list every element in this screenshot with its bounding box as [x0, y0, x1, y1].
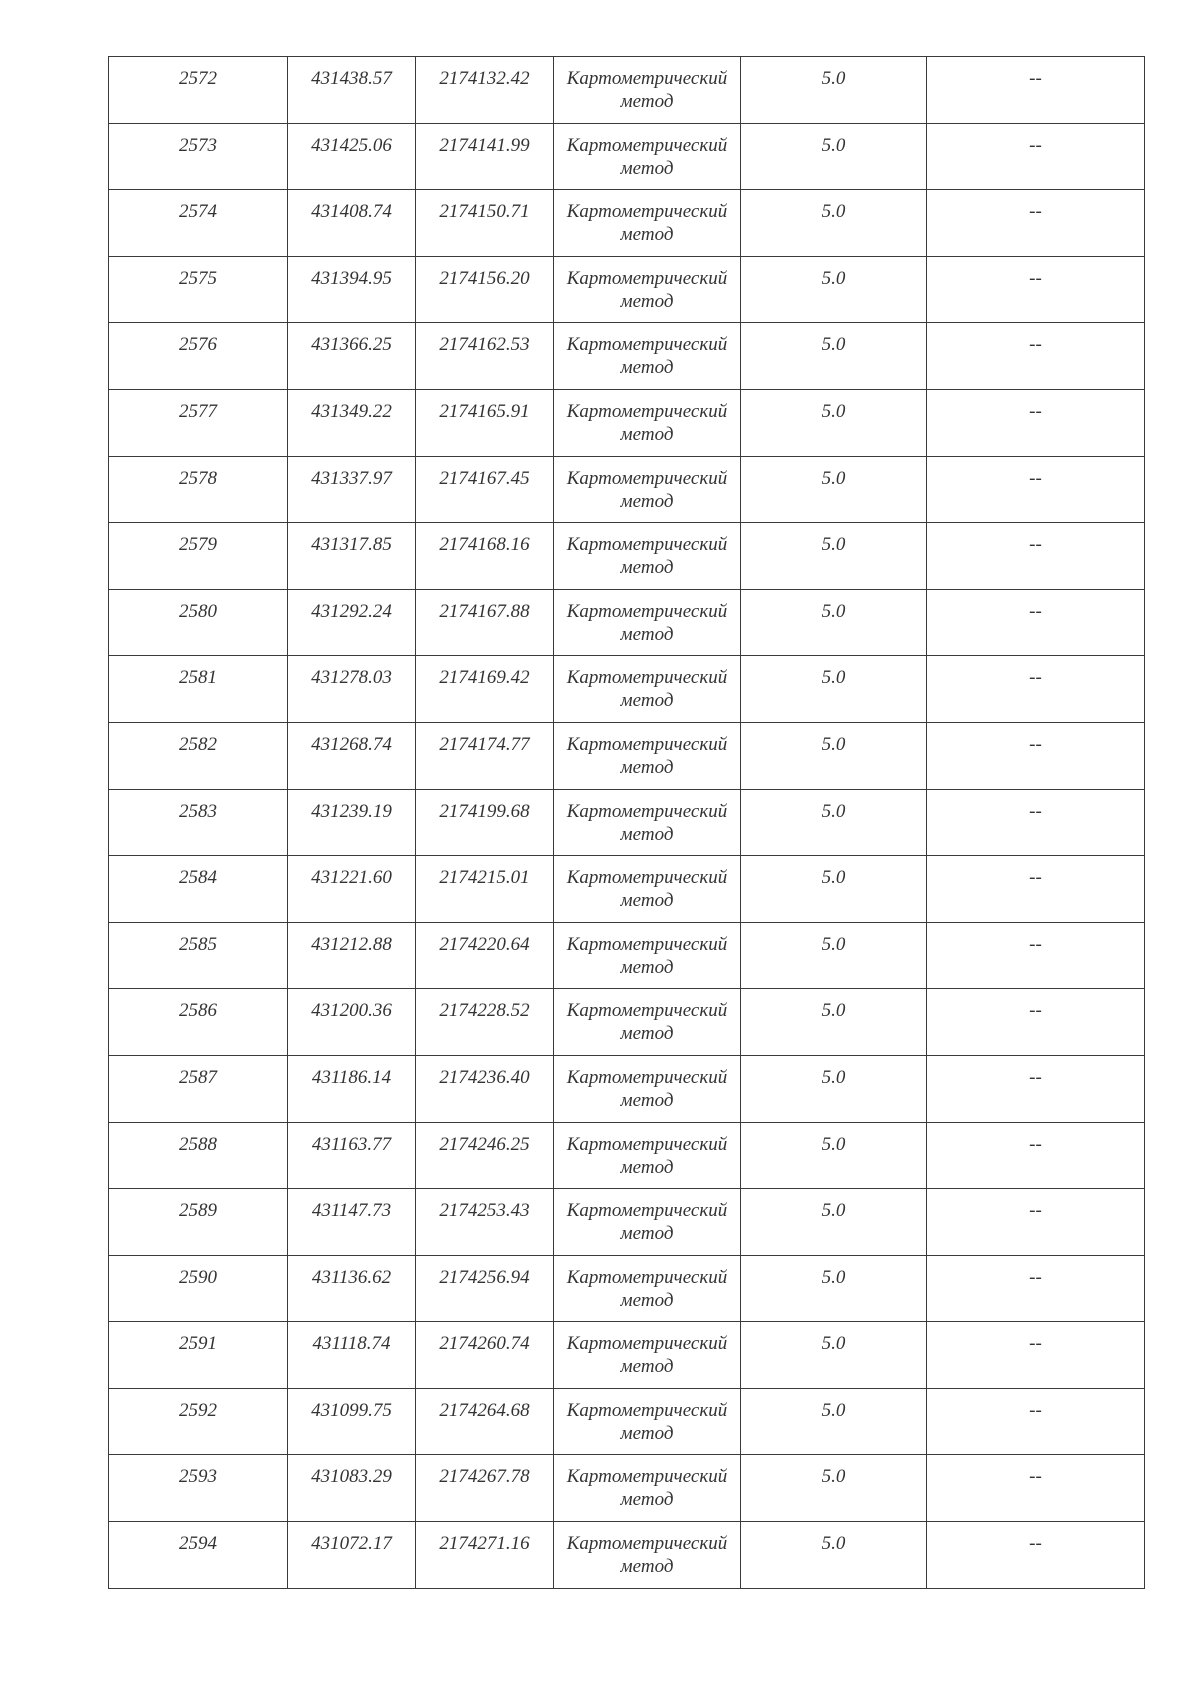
y-coordinate-cell: 2174228.52	[416, 989, 554, 1056]
accuracy-cell: 5.0	[741, 856, 927, 923]
method-line-2: метод	[620, 290, 674, 312]
accuracy-cell: 5.0	[741, 1388, 927, 1455]
method-line-2: метод	[620, 956, 674, 978]
y-coordinate-cell: 2174168.16	[416, 523, 554, 590]
y-coordinate-cell: 2174267.78	[416, 1455, 554, 1522]
note-cell: --	[927, 1055, 1145, 1122]
table-row	[109, 922, 1145, 989]
method-cell	[554, 989, 741, 1056]
method-cell	[554, 856, 741, 923]
accuracy-cell: 5.0	[741, 1255, 927, 1322]
point-number-cell: 2580	[109, 589, 288, 656]
method-cell	[554, 456, 741, 523]
method-line-1: Картометрический	[566, 1200, 728, 1222]
x-coordinate-cell: 431136.62	[288, 1255, 416, 1322]
x-coordinate-cell: 431118.74	[288, 1322, 416, 1389]
method-line-1: Картометрический	[566, 1000, 728, 1022]
coordinates-table-body	[109, 57, 1145, 1589]
x-coordinate-cell: 431221.60	[288, 856, 416, 923]
method-line-2: метод	[620, 1089, 674, 1111]
table-row	[109, 190, 1145, 257]
y-coordinate-cell: 2174246.25	[416, 1122, 554, 1189]
x-coordinate-cell: 431239.19	[288, 789, 416, 856]
accuracy-cell: 5.0	[741, 1055, 927, 1122]
method-cell	[554, 1455, 741, 1522]
x-coordinate-cell: 431317.85	[288, 523, 416, 590]
point-number-cell: 2583	[109, 789, 288, 856]
accuracy-cell: 5.0	[741, 656, 927, 723]
method-cell	[554, 190, 741, 257]
method-line-1: Картометрический	[566, 68, 728, 89]
note-cell: --	[927, 722, 1145, 789]
method-line-2: метод	[620, 224, 674, 246]
method-line-2: метод	[620, 157, 674, 179]
table-row	[109, 1388, 1145, 1455]
method-line-2: метод	[620, 1156, 674, 1178]
method-line-1: Картометрический	[566, 400, 728, 422]
accuracy-cell: 5.0	[741, 1322, 927, 1389]
method-line-2: метод	[620, 423, 674, 445]
table-row	[109, 989, 1145, 1056]
method-line-2: метод	[620, 557, 674, 579]
method-cell	[554, 123, 741, 190]
point-number-cell: 2586	[109, 989, 288, 1056]
accuracy-cell: 5.0	[741, 789, 927, 856]
point-number-cell: 2576	[109, 323, 288, 390]
y-coordinate-cell: 2174199.68	[416, 789, 554, 856]
note-cell: --	[927, 856, 1145, 923]
accuracy-cell: 5.0	[741, 989, 927, 1056]
method-line-1: Картометрический	[566, 1466, 728, 1488]
accuracy-cell: 5.0	[741, 589, 927, 656]
point-number-cell: 2588	[109, 1122, 288, 1189]
y-coordinate-cell: 2174150.71	[416, 190, 554, 257]
y-coordinate-cell: 2174132.42	[416, 57, 554, 124]
method-line-1: Картометрический	[566, 201, 728, 223]
table-row	[109, 1189, 1145, 1256]
method-line-2: метод	[620, 1289, 674, 1311]
method-line-1: Картометрический	[566, 733, 728, 755]
method-cell	[554, 1122, 741, 1189]
method-line-2: метод	[620, 1556, 674, 1578]
accuracy-cell: 5.0	[741, 1455, 927, 1522]
y-coordinate-cell: 2174215.01	[416, 856, 554, 923]
method-cell	[554, 1522, 741, 1589]
method-cell	[554, 57, 741, 124]
method-line-1: Картометрический	[566, 600, 728, 622]
x-coordinate-cell: 431337.97	[288, 456, 416, 523]
point-number-cell: 2572	[109, 57, 288, 124]
y-coordinate-cell: 2174264.68	[416, 1388, 554, 1455]
coordinates-table	[108, 56, 1145, 1589]
note-cell: --	[927, 1388, 1145, 1455]
method-line-1: Картометрический	[566, 1266, 728, 1288]
table-row	[109, 656, 1145, 723]
method-line-1: Картометрический	[566, 867, 728, 889]
y-coordinate-cell: 2174260.74	[416, 1322, 554, 1389]
y-coordinate-cell: 2174167.88	[416, 589, 554, 656]
y-coordinate-cell: 2174220.64	[416, 922, 554, 989]
method-cell	[554, 1255, 741, 1322]
table-row	[109, 523, 1145, 590]
method-line-1: Картометрический	[566, 334, 728, 356]
note-cell: --	[927, 190, 1145, 257]
point-number-cell: 2574	[109, 190, 288, 257]
y-coordinate-cell: 2174256.94	[416, 1255, 554, 1322]
x-coordinate-cell: 431212.88	[288, 922, 416, 989]
method-line-1: Картометрический	[566, 800, 728, 822]
accuracy-cell: 5.0	[741, 456, 927, 523]
note-cell: --	[927, 789, 1145, 856]
method-cell	[554, 1189, 741, 1256]
point-number-cell: 2594	[109, 1522, 288, 1589]
table-row	[109, 1122, 1145, 1189]
note-cell: --	[927, 1322, 1145, 1389]
x-coordinate-cell: 431186.14	[288, 1055, 416, 1122]
note-cell: --	[927, 57, 1145, 124]
x-coordinate-cell: 431292.24	[288, 589, 416, 656]
method-line-2: метод	[620, 1023, 674, 1045]
table-row	[109, 456, 1145, 523]
method-line-2: метод	[620, 357, 674, 379]
note-cell: --	[927, 323, 1145, 390]
y-coordinate-cell: 2174174.77	[416, 722, 554, 789]
accuracy-cell: 5.0	[741, 123, 927, 190]
table-row	[109, 789, 1145, 856]
method-line-1: Картометрический	[566, 134, 728, 156]
point-number-cell: 2589	[109, 1189, 288, 1256]
table-row	[109, 1455, 1145, 1522]
note-cell: --	[927, 922, 1145, 989]
method-cell	[554, 1055, 741, 1122]
x-coordinate-cell: 431147.73	[288, 1189, 416, 1256]
note-cell: --	[927, 1122, 1145, 1189]
y-coordinate-cell: 2174167.45	[416, 456, 554, 523]
table-row	[109, 1055, 1145, 1122]
method-cell	[554, 656, 741, 723]
x-coordinate-cell: 431072.17	[288, 1522, 416, 1589]
x-coordinate-cell: 431408.74	[288, 190, 416, 257]
method-line-2: метод	[620, 1489, 674, 1511]
method-line-2: метод	[620, 91, 674, 112]
point-number-cell: 2591	[109, 1322, 288, 1389]
note-cell: --	[927, 1522, 1145, 1589]
x-coordinate-cell: 431438.57	[288, 57, 416, 124]
method-line-1: Картометрический	[566, 1333, 728, 1355]
table-row	[109, 389, 1145, 456]
x-coordinate-cell: 431278.03	[288, 656, 416, 723]
point-number-cell: 2578	[109, 456, 288, 523]
method-cell	[554, 256, 741, 323]
method-line-1: Картометрический	[566, 1133, 728, 1155]
method-line-2: метод	[620, 890, 674, 912]
x-coordinate-cell: 431163.77	[288, 1122, 416, 1189]
point-number-cell: 2587	[109, 1055, 288, 1122]
point-number-cell: 2592	[109, 1388, 288, 1455]
table-row	[109, 256, 1145, 323]
method-line-1: Картометрический	[566, 534, 728, 556]
x-coordinate-cell: 431099.75	[288, 1388, 416, 1455]
point-number-cell: 2585	[109, 922, 288, 989]
point-number-cell: 2575	[109, 256, 288, 323]
note-cell: --	[927, 1255, 1145, 1322]
method-line-2: метод	[620, 1223, 674, 1245]
table-row	[109, 57, 1145, 124]
accuracy-cell: 5.0	[741, 1122, 927, 1189]
point-number-cell: 2581	[109, 656, 288, 723]
accuracy-cell: 5.0	[741, 523, 927, 590]
x-coordinate-cell: 431425.06	[288, 123, 416, 190]
method-cell	[554, 722, 741, 789]
method-cell	[554, 323, 741, 390]
point-number-cell: 2584	[109, 856, 288, 923]
method-cell	[554, 789, 741, 856]
accuracy-cell: 5.0	[741, 256, 927, 323]
table-row	[109, 856, 1145, 923]
method-line-1: Картометрический	[566, 933, 728, 955]
accuracy-cell: 5.0	[741, 323, 927, 390]
point-number-cell: 2579	[109, 523, 288, 590]
method-cell	[554, 1388, 741, 1455]
method-cell	[554, 523, 741, 590]
method-line-2: метод	[620, 690, 674, 712]
method-cell	[554, 389, 741, 456]
y-coordinate-cell: 2174165.91	[416, 389, 554, 456]
method-cell	[554, 922, 741, 989]
point-number-cell: 2593	[109, 1455, 288, 1522]
method-line-1: Картометрический	[566, 267, 728, 289]
method-cell	[554, 589, 741, 656]
x-coordinate-cell: 431083.29	[288, 1455, 416, 1522]
method-line-1: Картометрический	[566, 667, 728, 689]
table-row	[109, 1522, 1145, 1589]
note-cell: --	[927, 256, 1145, 323]
table-row	[109, 1255, 1145, 1322]
y-coordinate-cell: 2174156.20	[416, 256, 554, 323]
accuracy-cell: 5.0	[741, 190, 927, 257]
note-cell: --	[927, 123, 1145, 190]
x-coordinate-cell: 431200.36	[288, 989, 416, 1056]
method-line-1: Картометрический	[566, 1533, 728, 1555]
note-cell: --	[927, 589, 1145, 656]
table-row	[109, 123, 1145, 190]
accuracy-cell: 5.0	[741, 1189, 927, 1256]
table-row	[109, 589, 1145, 656]
method-line-2: метод	[620, 756, 674, 778]
y-coordinate-cell: 2174162.53	[416, 323, 554, 390]
x-coordinate-cell: 431349.22	[288, 389, 416, 456]
accuracy-cell: 5.0	[741, 389, 927, 456]
method-line-2: метод	[620, 1422, 674, 1444]
y-coordinate-cell: 2174141.99	[416, 123, 554, 190]
x-coordinate-cell: 431394.95	[288, 256, 416, 323]
note-cell: --	[927, 389, 1145, 456]
y-coordinate-cell: 2174253.43	[416, 1189, 554, 1256]
accuracy-cell: 5.0	[741, 922, 927, 989]
accuracy-cell: 5.0	[741, 722, 927, 789]
method-cell	[554, 1322, 741, 1389]
note-cell: --	[927, 1455, 1145, 1522]
method-line-1: Картометрический	[566, 467, 728, 489]
y-coordinate-cell: 2174169.42	[416, 656, 554, 723]
table-row	[109, 323, 1145, 390]
method-line-2: метод	[620, 1356, 674, 1378]
table-row	[109, 722, 1145, 789]
accuracy-cell: 5.0	[741, 1522, 927, 1589]
note-cell: --	[927, 456, 1145, 523]
accuracy-cell: 5.0	[741, 57, 927, 124]
point-number-cell: 2577	[109, 389, 288, 456]
y-coordinate-cell: 2174271.16	[416, 1522, 554, 1589]
method-line-2: метод	[620, 823, 674, 845]
point-number-cell: 2582	[109, 722, 288, 789]
note-cell: --	[927, 656, 1145, 723]
x-coordinate-cell: 431366.25	[288, 323, 416, 390]
table-row	[109, 1322, 1145, 1389]
point-number-cell: 2573	[109, 123, 288, 190]
method-line-1: Картометрический	[566, 1399, 728, 1421]
method-line-2: метод	[620, 623, 674, 645]
method-line-1: Картометрический	[566, 1066, 728, 1088]
y-coordinate-cell: 2174236.40	[416, 1055, 554, 1122]
x-coordinate-cell: 431268.74	[288, 722, 416, 789]
point-number-cell: 2590	[109, 1255, 288, 1322]
note-cell: --	[927, 989, 1145, 1056]
note-cell: --	[927, 1189, 1145, 1256]
note-cell: --	[927, 523, 1145, 590]
method-line-2: метод	[620, 490, 674, 512]
